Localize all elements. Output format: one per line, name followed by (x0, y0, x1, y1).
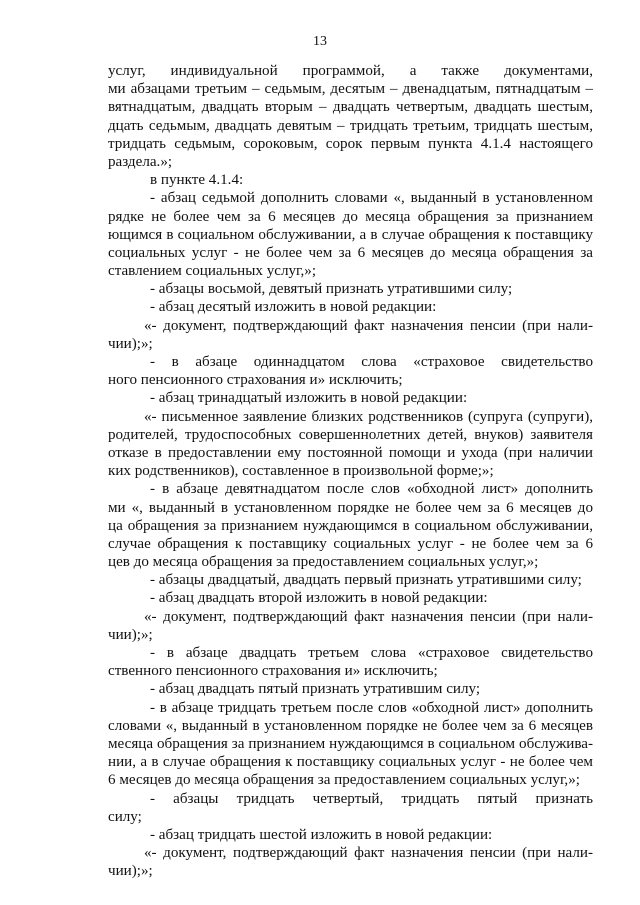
text-line: ственного пенсионного страхования и» исключить; (108, 663, 438, 680)
text-line: ставлением социальных услуг,»; (108, 263, 317, 280)
text-line: - абзац двадцать пятый признать утратившим силу; (150, 681, 481, 698)
text-line: ного пенсионного страхования и» исключить; (108, 372, 403, 389)
text-line: вятнадцатым, двадцать вторым – двадцать четвертым, двадцать шестым, (108, 99, 593, 116)
text-line: - в абзаце двадцать третьем слова «страховое свидетельство (150, 645, 593, 661)
text-line: социальных услуг - не более чем за 6 месяцев до месяца обращения за (108, 244, 593, 261)
text-line: чии);»; (108, 626, 153, 643)
text-line: - в абзаце одиннадцатом слова «страховое свидетельство (150, 354, 593, 370)
text-line: словами «, выданный в установленном порядке не более чем за 6 месяцев (108, 717, 593, 734)
text-line: - абзацы восьмой, девятый признать утратившими силу; (150, 281, 513, 298)
text-line: родителей, трудоспособных совершеннолетних детей, внуков) заявителя (108, 426, 593, 443)
text-line: нии, а в случае обращения к поставщику социальных услуг - не более чем (108, 754, 593, 771)
text-line: рядке не более чем за 6 месяцев до месяца обращения за признанием (108, 208, 593, 225)
text-line: месяца обращения за признанием нуждающимся в социальном обслужива- (108, 735, 593, 752)
text-line: - абзац седьмой дополнить словами «, выданный в установленном (150, 190, 593, 207)
text-line: 6 месяцев до месяца обращения за предоставлением социальных услуг,»; (108, 772, 580, 789)
text-line: раздела.»; (108, 153, 173, 170)
text-line: «- письменное заявление близких родственников (супруга (супруги), (144, 408, 593, 425)
text-line: в пункте 4.1.4: (150, 172, 244, 189)
text-line: ких родственников), составленное в произвольной форме;»; (108, 463, 494, 480)
text-line: «- документ, подтверждающий факт назначения пенсии (при нали- (144, 608, 593, 625)
text-line: силу; (108, 808, 142, 825)
text-line: - абзацы тридцать четвертый, тридцать пятый признать (150, 790, 593, 807)
text-line: «- документ, подтверждающий факт назначения пенсии (при нали- (144, 845, 593, 862)
text-line: ми абзацами третьим – седьмым, десятым – двенадцатым, пятнадцатым – (108, 81, 593, 98)
text-line: - абзац тринадцатый изложить в новой редакции: (150, 390, 468, 407)
text-line: - абзац двадцать второй изложить в новой редакции: (150, 590, 488, 607)
text-line: чии);»; (108, 863, 153, 880)
text-line: - абзац тридцать шестой изложить в новой редакции: (150, 826, 493, 843)
text-line: - абзац десятый изложить в новой редакции: (150, 299, 437, 316)
text-line: случае обращения к поставщику социальных услуг - не более чем за 6 (108, 535, 593, 552)
text-line: ми «, выданный в установленном порядке не более чем за 6 месяцев до (108, 499, 593, 516)
text-line: «- документ, подтверждающий факт назначения пенсии (при нали- (144, 317, 593, 334)
text-line: дцать седьмым, двадцать девятым – тридцать третьим, тридцать шестым, (108, 117, 593, 134)
text-line: цев до месяца обращения за предоставлением социальных услуг,»; (108, 554, 539, 571)
text-line: ющимся в социальном обслуживании, а в случае обращения к поставщику (108, 226, 593, 243)
text-line: отказе в предоставлении ему постоянной помощи и ухода (при наличии (108, 444, 593, 461)
text-line: тридцать седьмым, сороковым, сорок первым пункта 4.1.4 настоящего (108, 135, 593, 152)
page-number: 13 (313, 34, 327, 49)
text-line: чии);»; (108, 335, 153, 352)
text-line: ца обращения за признанием нуждающимся в социальном обслуживании, (108, 517, 593, 534)
document-body (108, 62, 593, 880)
text-line: - абзацы двадцатый, двадцать первый признать утратившими силу; (150, 572, 582, 589)
text-line: услуг, индивидуальной программой, а также документами, (108, 63, 593, 79)
text-line: - в абзаце тридцать третьем после слов «обходной лист» дополнить (150, 699, 593, 716)
text-line: - в абзаце девятнадцатом после слов «обходной лист» дополнить (150, 481, 593, 498)
